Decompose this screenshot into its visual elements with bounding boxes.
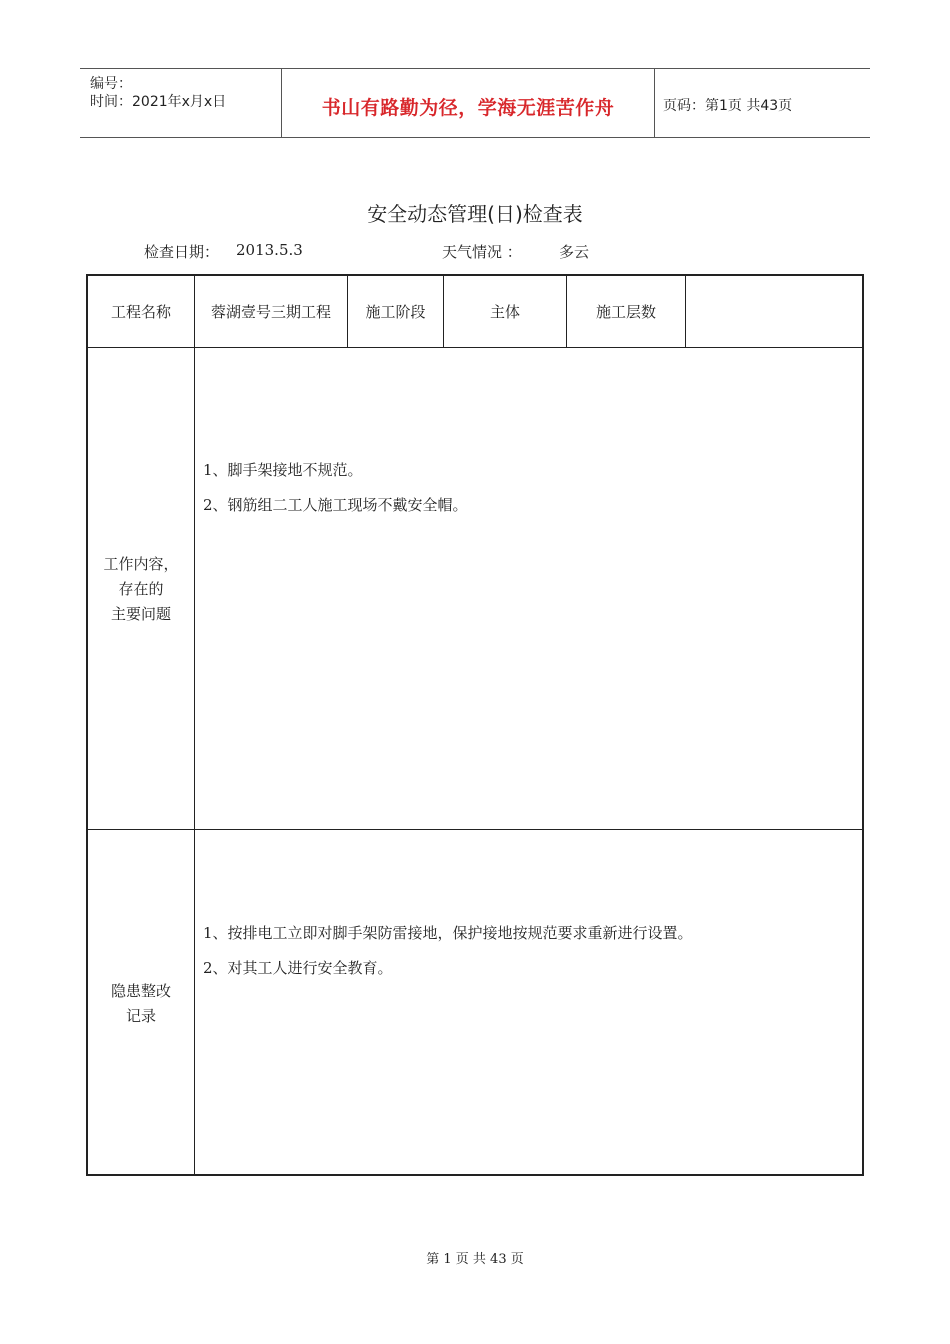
time-label: 时间：2021年x月x日 — [90, 94, 227, 110]
issue-item: 1、脚手架接地不规范。 — [203, 461, 363, 479]
work-issues-list — [203, 459, 853, 529]
rectification-item: 1、按排电工立即对脚手架防雷接地，保护接地按规范要求重新进行设置。 — [203, 924, 693, 942]
work-content-label — [88, 552, 194, 627]
rectification-item: 2、对其工人进行安全教育。 — [203, 959, 393, 977]
weather-value: 多云 — [559, 243, 590, 261]
weather-label: 天气情况 ： — [442, 243, 522, 261]
header-motto-cell — [282, 69, 655, 137]
work-label-line: 工作内容， — [103, 555, 179, 573]
rectification-label — [88, 979, 194, 1029]
rectification-label-line: 隐患整改 — [110, 982, 171, 1000]
issue-item: 2、钢筋组二工人施工现场不戴安全帽。 — [203, 496, 468, 514]
work-label-line: 主要问题 — [110, 605, 171, 623]
page-info: 页码：第1页 共43页 — [663, 98, 793, 114]
construction-stage-value: 主体 — [489, 303, 520, 321]
header-info-cell — [80, 69, 282, 137]
rectification-label-line: 记录 — [125, 1007, 156, 1025]
floors-label: 施工层数 — [595, 303, 656, 321]
serial-number-label: 编号： — [90, 76, 132, 92]
column-divider — [194, 276, 195, 1174]
motto-text: 书山有路勤为径，学海无涯苦作舟 — [321, 97, 615, 119]
work-label-line: 存在的 — [118, 580, 164, 598]
page-title: 安全动态管理(日)检查表 — [367, 202, 583, 226]
row-divider — [88, 347, 862, 348]
inspection-table — [86, 274, 864, 1176]
inspection-date-value: 2013.5.3 — [236, 241, 303, 259]
project-name-value: 蓉湖壹号三期工程 — [210, 303, 331, 321]
page-footer: 第 1 页 共 43 页 — [426, 1252, 524, 1267]
document-header — [80, 68, 870, 138]
construction-stage-label: 施工阶段 — [365, 303, 426, 321]
row-divider — [88, 829, 862, 830]
project-name-label: 工程名称 — [110, 303, 171, 321]
inspection-date-label: 检查日期： — [144, 243, 220, 261]
header-page-cell — [655, 69, 870, 137]
floors-value — [686, 276, 862, 347]
rectification-list — [203, 922, 853, 992]
